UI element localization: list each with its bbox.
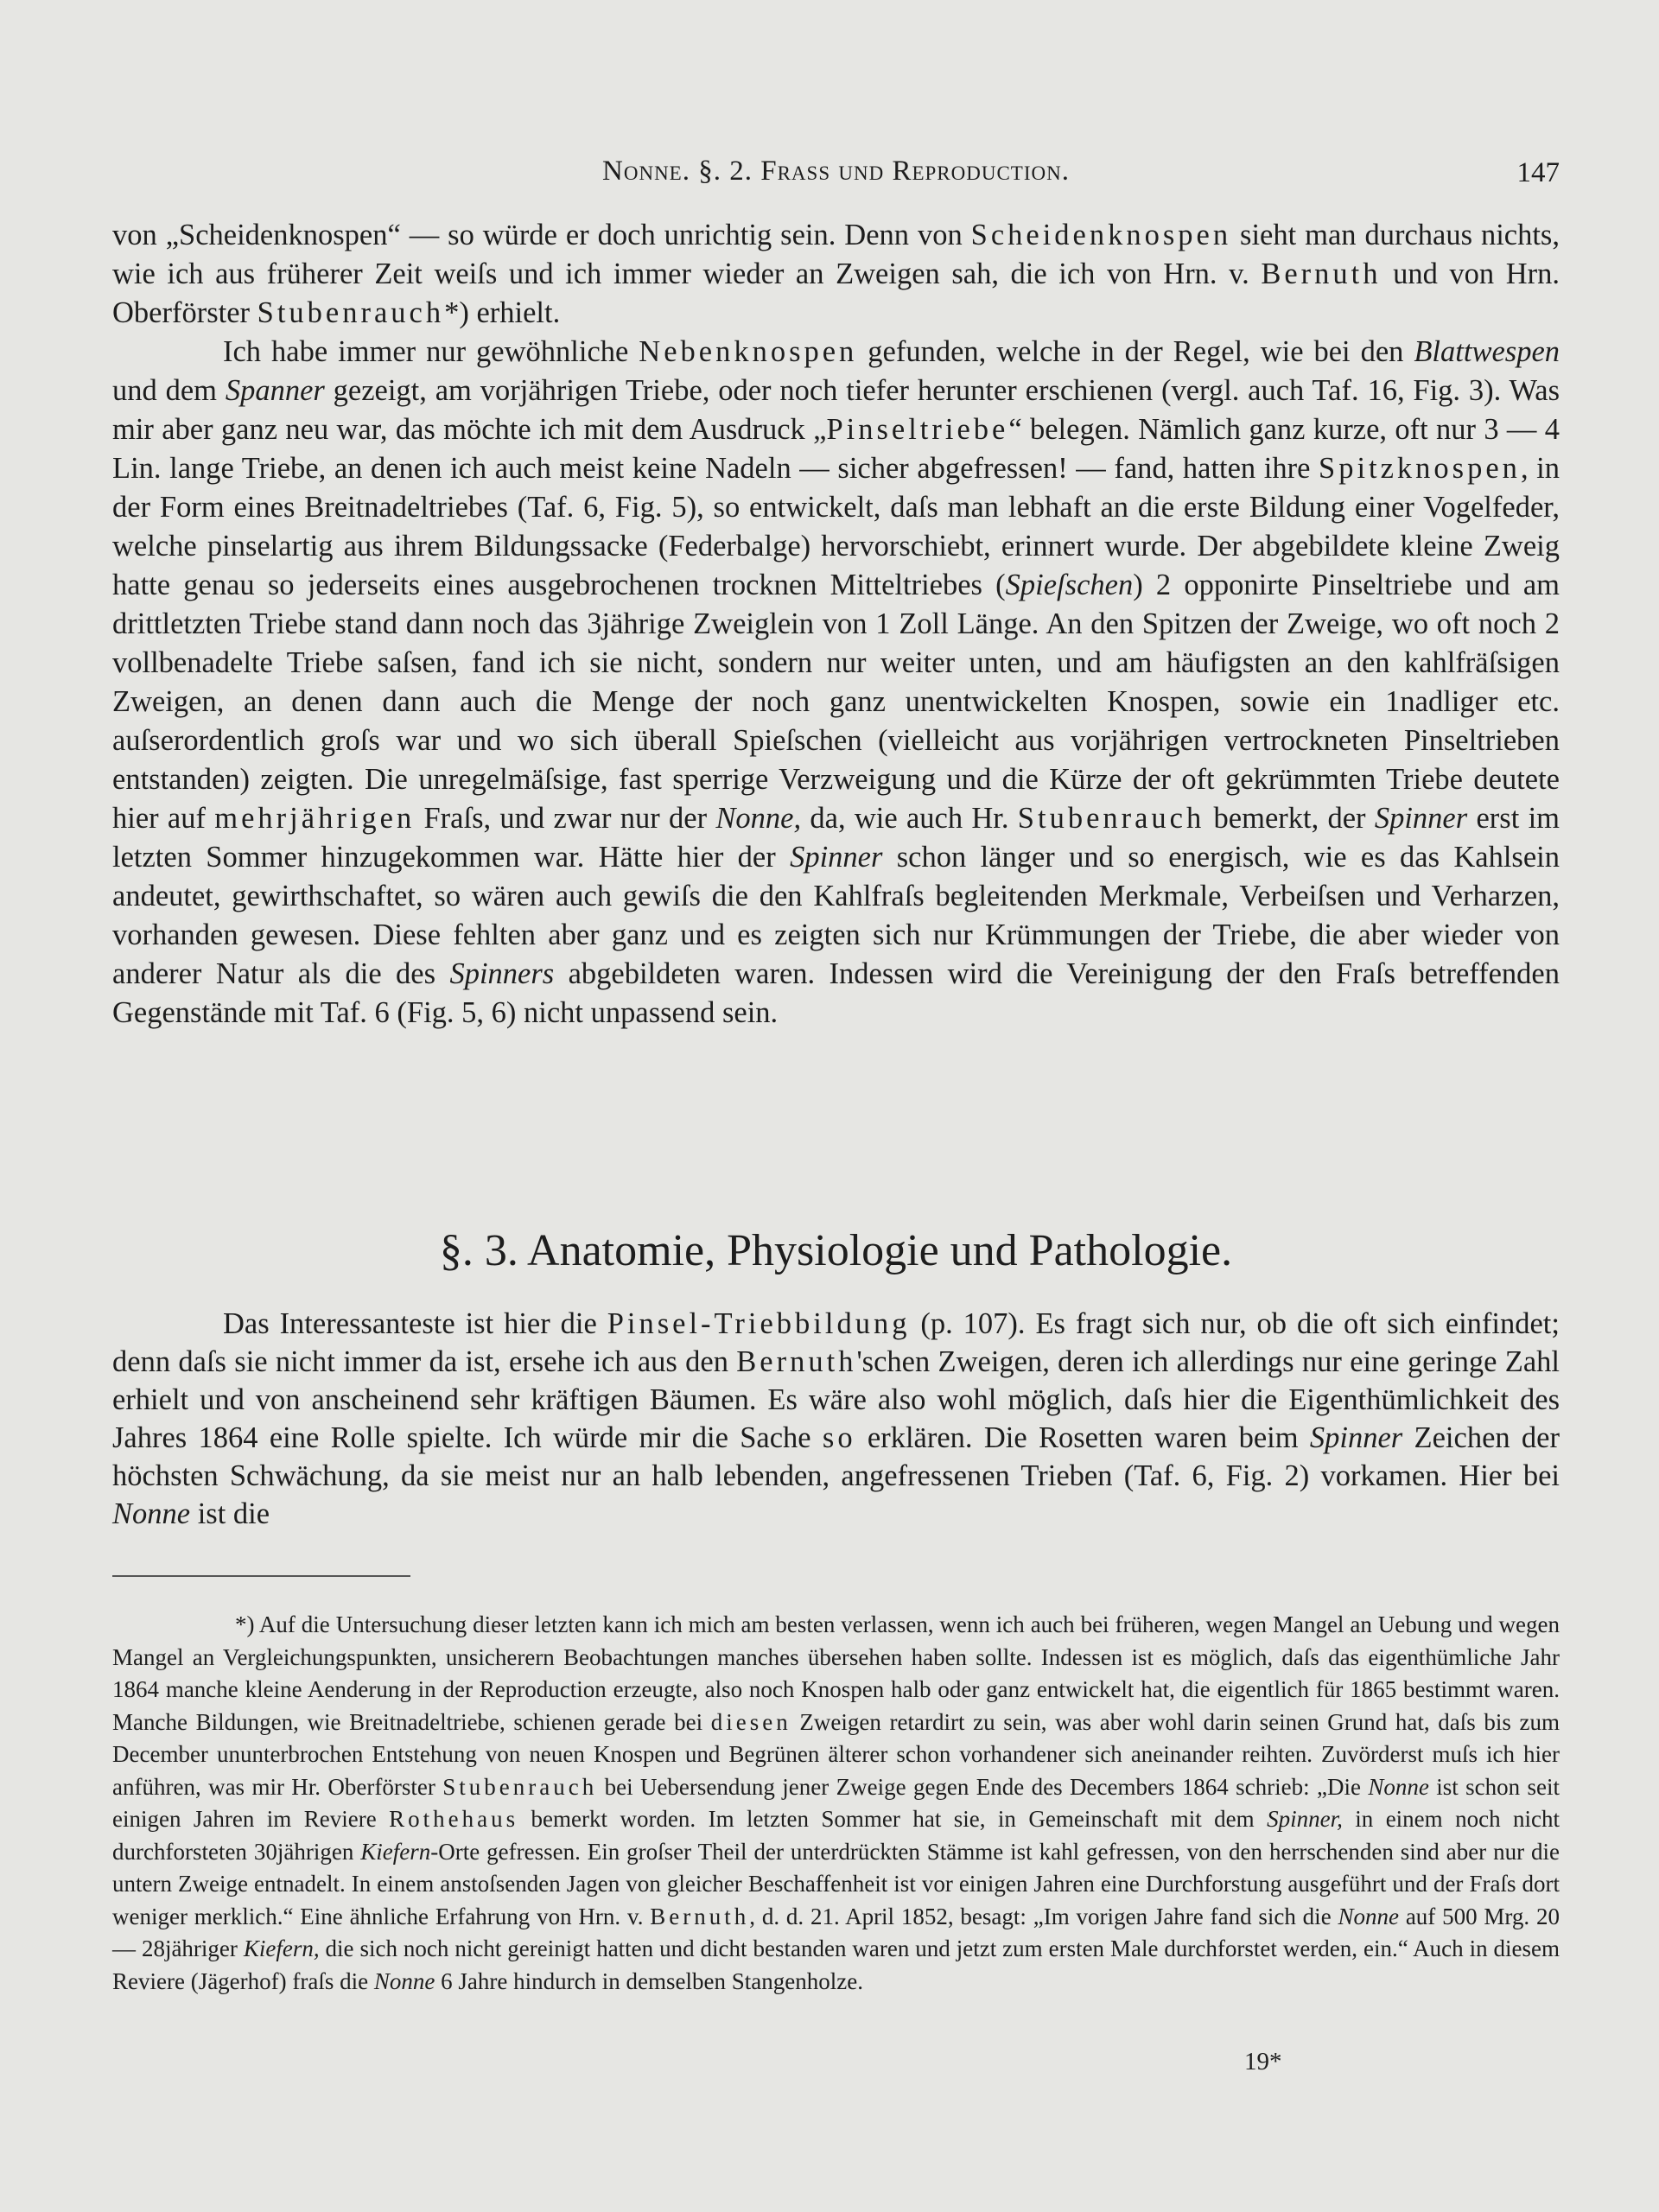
spaced-name: Bernuth xyxy=(736,1345,857,1378)
italic-term: Kiefern, xyxy=(243,1936,320,1961)
text-run: da, wie auch Hr. xyxy=(801,802,1018,835)
spaced-term: Pinseltriebe xyxy=(826,413,1009,446)
spaced-name: Bernuth xyxy=(1261,257,1382,290)
text-run: Zeichen der höchsten Schwächung, da sie meist nur an halb lebenden, angefressenen Trieben (Taf. 6, Fig. 2) vorkamen. Hier bei xyxy=(112,1421,1560,1492)
spaced-name: Stubenrauch xyxy=(257,296,445,329)
text-run: erklären. Die Rosetten waren beim xyxy=(855,1421,1310,1454)
text-run: erst im letzten Sommer hinzugekommen war. Hätte hier der xyxy=(112,802,1560,874)
section-heading: §. 3. Anatomie, Physiologie und Pathologie. xyxy=(439,1226,1233,1275)
italic-term: Spinner, xyxy=(1267,1806,1343,1832)
italic-term: Spinner xyxy=(790,841,883,874)
spaced-name: Rothehaus xyxy=(389,1806,519,1832)
text-run: 6 Jahre hindurch in demselben Stangenholze. xyxy=(435,1967,863,1994)
paragraph-continued xyxy=(112,216,1560,333)
italic-term: Nonne xyxy=(1338,1903,1399,1929)
italic-term: Nonne xyxy=(112,1497,191,1530)
text-run: -Orte gefressen. Ein groſser Theil der unterdrückten Stämme ist kahl gefressen, von den herrschenden sind aber nur die untern Zweige entnadelt. In einem anstoſsenden Jagen von gleicher Beschaffenheit ist vor einigen Jahren eine Durchforstung ausgeführt und der Fraſs dort weniger merklich.“ Eine ähnliche Erfahrung von Hrn. v. xyxy=(112,1838,1560,1929)
italic-term: Blattwespen xyxy=(1414,335,1560,368)
text-run: 'schen Zweigen, deren ich allerdings nur eine geringe Zahl erhielt und von anscheinend sehr kräftigen Bäumen. Es wäre also wohl möglich, daſs hier die Eigenthümlichkeit des Jahres 1864 eine Rolle spielte. Ich würde mir die Sache xyxy=(112,1345,1560,1454)
text-run: sieht man durchaus nichts, wie ich aus früherer Zeit weiſs und ich immer wieder an Zweigen sah, die ich von Hrn. v. xyxy=(112,219,1560,290)
footnote-text xyxy=(112,1609,1560,1998)
footnote-divider xyxy=(112,1575,410,1577)
italic-term: Spanner xyxy=(225,374,325,407)
italic-term: Nonne xyxy=(373,1967,435,1994)
spaced-name: Bernuth xyxy=(650,1903,750,1929)
text-run: bei Uebersendung jener Zweige gegen Ende des Decembers 1864 schrieb: „Die xyxy=(597,1773,1369,1800)
page-header xyxy=(112,156,1560,199)
spaced-term: Spitzknospen xyxy=(1319,452,1521,485)
text-run: , in der Form eines Breitnadeltriebes (Taf. 6, Fig. 5), so entwickelt, daſs man lebhaft an die erste Bildung einer Vogelfeder, welche pinselartig aus ihrem Bildungssacke (Federbalge) hervorschiebt, erinnert wurde. Der abgebildete kleine Zweig hatte genau so jederseits eines ausgebrochenen trocknen Mitteltriebes ( xyxy=(112,452,1560,601)
text-run: bemerkt, der xyxy=(1205,802,1375,835)
italic-term: Spinner xyxy=(1374,802,1468,835)
text-run: auf 500 Mrg. 20 — 28jähriger xyxy=(112,1903,1560,1961)
main-text xyxy=(112,216,1560,1033)
text-run: ) 2 opponirte Pinseltriebe und am drittletzten Triebe stand dann noch das 3jährige Zweiglein von 1 Zoll Länge. An den Spitzen der Zweige, wo oft noch 2 vollbenadelte Triebe saſsen, fand ich sie nicht, sondern nur weiter unten, und am häufigsten an den kahlfräſsigen Zweigen, an denen dann auch die Menge der noch ganz unentwickelten Knospen, sowie ein 1nadliger etc. auſserordentlich groſs war und wo sich überall Spieſschen (vielleicht aus vorjährigen vertrockneten Pinseltrieben entstanden) zeigten. Die unregelmäſsige, fast sperrige Verzweigung und die Kürze der oft gekrümmten Triebe deutete hier auf xyxy=(112,569,1560,835)
italic-term: Spinner xyxy=(1309,1421,1403,1454)
text-run: von „Scheidenknospen“ — so würde er doch unrichtig sein. Denn von xyxy=(112,219,971,251)
italic-term: Nonne xyxy=(1368,1773,1429,1800)
spaced-term: Nebenknospen xyxy=(639,335,858,368)
text-run: schon länger und so energisch, wie es das Kahlsein andeutet, gewirthschaftet, so wären auch gewiſs die den Kahlfraſs begleitenden Merkmale, Verbeiſsen und Verharzen, vorhanden gewesen. Diese fehlten aber ganz und es zeigten sich nur Krümmungen der Triebe, die aber wieder von anderer Natur als die des xyxy=(112,841,1560,990)
spaced-term: mehrjährigen xyxy=(214,802,416,835)
text-run: Zweigen retardirt zu sein, was aber wohl darin seinen Grund hat, daſs bis zum December ununterbrochen Entstehung von neuen Knospen und Begrünen älterer schon vorhandener sich aneinander reihten. Zuvörderst muſs ich hier anführen, was mir Hr. Oberförster xyxy=(112,1708,1560,1800)
spaced-name: Stubenrauch xyxy=(1017,802,1205,835)
italic-term: Spinners xyxy=(449,957,555,990)
text-run: bemerkt worden. Im letzten Sommer hat sie, in Gemeinschaft mit dem xyxy=(518,1806,1268,1832)
italic-term: Spieſschen xyxy=(1005,569,1134,601)
spaced-term: Pinsel-Triebbildung xyxy=(607,1307,911,1340)
section-text xyxy=(112,1305,1560,1533)
text-run: gezeigt, am vorjährigen Triebe, oder noch tiefer herunter erschienen (vergl. auch Taf. 16, Fig. 3). Was mir aber ganz neu war, das möchte ich mit dem Ausdruck „ xyxy=(112,374,1560,446)
running-head: Nonne. §. 2. Frass und Reproduction. xyxy=(602,156,1070,187)
spaced-name: Stubenrauch xyxy=(442,1773,598,1800)
text-run: ist schon seit einigen Jahren im Reviere xyxy=(112,1773,1560,1832)
text-run: die sich noch nicht gereinigt hatten und dicht bestanden waren und jetzt zum ersten Male durchforstet werden, ein.“ Auch in diesem Reviere (Jägerhof) fraſs die xyxy=(112,1936,1560,1994)
text-run: Fraſs, und zwar nur der xyxy=(415,802,716,835)
text-run: (p. 107). Es fragt sich nur, ob die oft sich einfindet; denn daſs sie nicht immer da ist, ersehe ich aus den xyxy=(112,1307,1560,1378)
text-run: abgebildeten waren. Indessen wird die Vereinigung der den Fraſs betreffenden Gegenstände mit Taf. 6 (Fig. 5, 6) nicht unpassend sein. xyxy=(112,957,1560,1029)
text-run: Das Interessanteste ist hier die xyxy=(223,1307,607,1340)
text-run: ist die xyxy=(190,1497,270,1530)
page-number: 147 xyxy=(1516,157,1560,188)
text-run: , d. d. 21. April 1852, besagt: „Im vorigen Jahre fand sich die xyxy=(749,1903,1338,1929)
spaced-term: Scheidenknospen xyxy=(970,219,1232,251)
italic-term: Kiefern xyxy=(360,1838,431,1865)
text-run: Ich habe immer nur gewöhnliche xyxy=(223,335,639,368)
text-run: *) Auf die Untersuchung dieser letzten kann ich mich am besten verlassen, wenn ich auch bei früheren, wegen Mangel an Uebung und wegen Mangel an Vergleichungspunkten, unsicherern Beobachtungen manches übersehen haben sollte. Indessen ist es möglich, daſs das eigenthümliche Jahr 1864 manche kleine Aenderung in der Reproduction erzeugte, also noch Knospen halb oder ganz entwickelt hat, die eigentlich für 1865 bestimmt waren. Manche Bildungen, wie Breitnadeltriebe, schienen gerade bei xyxy=(112,1611,1560,1735)
text-run: und dem xyxy=(112,374,226,407)
footnote xyxy=(112,1609,1560,1998)
italic-term: Nonne, xyxy=(715,802,802,835)
text-run: und von Hrn. Oberförster xyxy=(112,257,1560,329)
paragraph xyxy=(112,333,1560,1033)
text-run: gefunden, welche in der Regel, wie bei den xyxy=(857,335,1414,368)
spaced-term: so xyxy=(822,1421,856,1454)
signature-mark: 19* xyxy=(1244,2048,1282,2075)
paragraph xyxy=(112,1305,1560,1533)
text-run: in einem noch nicht durchforsteten 30jährigen xyxy=(112,1806,1560,1865)
spaced-term: diesen xyxy=(710,1708,791,1735)
text-run: “ belegen. Nämlich ganz kurze, oft nur 3 — 4 Lin. lange Triebe, an denen ich auch meist keine Nadeln — sicher abgefressen! — fand, hatten ihre xyxy=(112,413,1560,485)
text-run: *) erhielt. xyxy=(444,296,561,329)
